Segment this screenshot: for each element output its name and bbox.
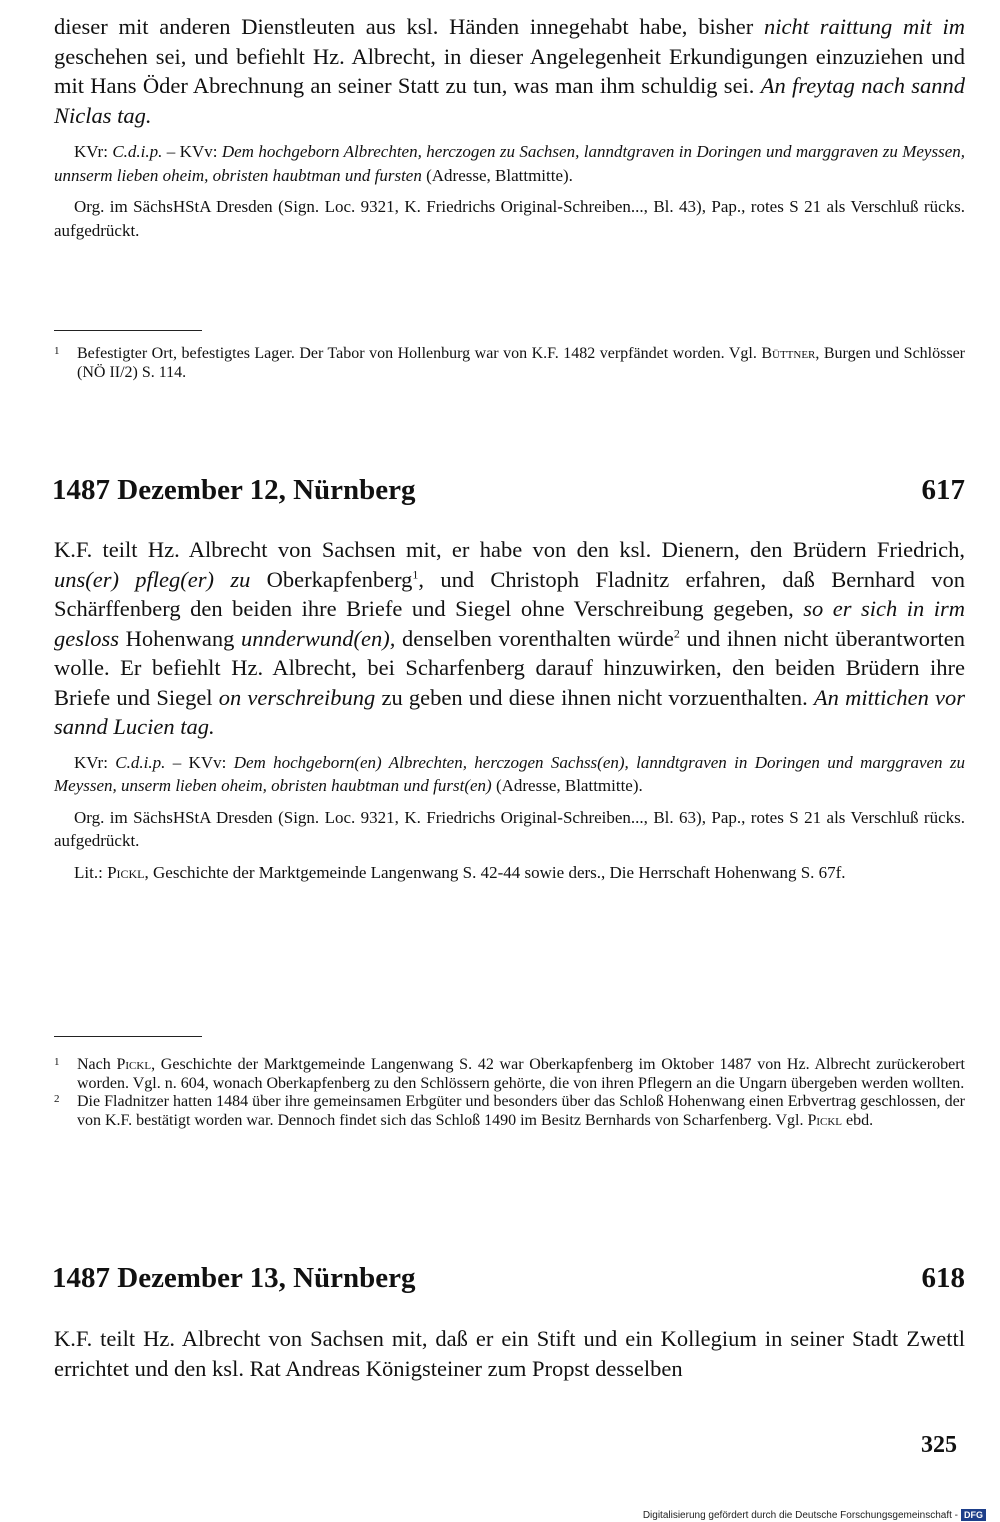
footnote (54, 1056, 965, 1093)
entry-618-body (54, 1324, 965, 1383)
continuation-block (54, 12, 965, 242)
text: ebd. (842, 1111, 874, 1129)
text: , und Christoph Fladnitz erfahren, daß Bernhard von Schärffenberg den beiden ihre Briefe und Siegel ohne Verschreibung gegeben, (54, 566, 965, 621)
author-name: Pickl (807, 1111, 843, 1129)
text: Hohenwang (119, 625, 241, 651)
footnote (54, 345, 965, 382)
entry-heading (52, 474, 965, 507)
entry-heading (52, 1262, 965, 1295)
entry-date: 1487 Dezember 12, Nürnberg (52, 474, 416, 506)
org-note: Org. im SächsHStA Dresden (Sign. Loc. 9321, K. Friedrichs Original-Schreiben..., Bl. 63), Pap., rotes S 21 als Verschluß rücks. aufgedrückt. (54, 807, 965, 850)
text: , Geschichte der Marktgemeinde Langenwang S. 42 war Oberkapfenberg im Oktober 1487 von Hz. Albrecht zurückerobert worden. Vgl. n. 604, wonach Oberkapfenberg zu den Schlössern gehörte, die von ihren Pflegern an die Ungarn übergeben werden wollten. (77, 1056, 965, 1092)
author-name: Büttner (761, 345, 816, 362)
footnote-number: 2 (54, 1093, 60, 1105)
footnotes (54, 345, 965, 382)
entry-617-body (54, 535, 965, 884)
entry-number: 617 (921, 474, 965, 506)
quote: on verschreibung (218, 684, 376, 710)
text: Lit.: (74, 862, 108, 882)
text: – KVv: (165, 752, 234, 772)
text: Befestigter Ort, befestigtes Lager. Der Tabor von Hollenburg war von K.F. 1482 verpfändet worden. Vgl. (77, 345, 762, 362)
quote: unnderwund(en), (240, 625, 396, 651)
footnote-ref[interactable]: 2 (673, 626, 680, 640)
author-name: Pickl (107, 862, 145, 882)
text: geschehen sei, und befiehlt Hz. Albrecht, in dieser Angelegenheit Erkundigungen einzuziehen und mit Hans Öder Abrechnung an seiner Statt zu tun, was man ihm schuldig sei. (54, 43, 965, 98)
entry-number: 618 (921, 1262, 965, 1294)
text: Oberkapfenberg (250, 566, 413, 592)
quote: Dem hochgeborn(en) Albrechten, herczogen Sachss(en), lanndtgraven in Doringen und marggraven zu Meyssen, unserm lieben oheim, obristen haubtman und furst(en) (54, 752, 966, 795)
literature-note (54, 861, 965, 885)
funding-footer (643, 1509, 986, 1521)
text: Die Fladnitzer hatten 1484 über ihre gemeinsamen Erbgüter und besonders über das Schloß Hohenwang einen Erbvertrag geschlossen, der von K.F. bestätigt worden war. Dennoch findet sich das Schloß 1490 im Besitz Bernhards von Scharfenberg. Vgl. (77, 1093, 965, 1129)
kv-note (54, 751, 965, 798)
continuation-paragraph (54, 12, 965, 130)
quote: nicht raittung mit im (763, 14, 965, 39)
text: Nach (77, 1056, 117, 1073)
footnotes (54, 1056, 965, 1130)
regest-paragraph (54, 535, 965, 742)
quote: uns(er) pfleg(er) zu (54, 566, 251, 592)
footnote-ref[interactable]: 1 (412, 567, 419, 581)
text: – KVv: (162, 142, 222, 161)
text: zu geben und diese ihnen nicht vorzuenthalten. (375, 684, 814, 710)
org-note: Org. im SächsHStA Dresden (Sign. Loc. 9321, K. Friedrichs Original-Schreiben..., Bl. 43), Pap., rotes S 21 als Verschluß rücks. aufgedrückt. (54, 197, 965, 240)
quote: C.d.i.p. (112, 142, 163, 161)
author-name: Pickl (116, 1056, 152, 1073)
page-number: 325 (921, 1432, 957, 1458)
footnote (54, 1093, 965, 1130)
footnote-number: 1 (54, 345, 60, 357)
dfg-logo: DFG (961, 1509, 986, 1521)
text: dieser mit anderen Dienstleuten aus ksl. Händen innegehabt habe, bisher (54, 14, 764, 39)
quote: so er sich in irm gesloss (54, 596, 965, 651)
dating-clause: An freytag nach sannd Niclas tag. (54, 73, 965, 128)
footnote-divider (54, 330, 202, 331)
kv-note (54, 140, 965, 187)
text: denselben vorenthalten würde (395, 625, 674, 651)
footnote-number: 1 (54, 1056, 60, 1068)
text: K.F. teilt Hz. Albrecht von Sachsen mit, er habe von den ksl. Dienern, den Brüdern Friedrich, (54, 537, 965, 562)
text: (Adresse, Blattmitte). (491, 776, 643, 795)
dating-clause: An mittichen vor sannd Lucien tag. (54, 684, 965, 739)
funding-text: Digitalisierung gefördert durch die Deutsche Forschungsgemeinschaft - (642, 1509, 958, 1521)
text: (Adresse, Blattmitte). (421, 165, 573, 185)
text: und ihnen nicht überantworten wolle. Er befiehlt Hz. Albrecht, bei Scharfenberg darauf hinzuwirken, den beiden Brüdern ihre Briefe und Siegel (54, 625, 965, 710)
footnote-divider (54, 1036, 202, 1037)
text: KVr: (74, 142, 113, 161)
quote: C.d.i.p. (115, 752, 166, 772)
text: KVr: (74, 752, 116, 772)
quote: Dem hochgeborn Albrechten, herczogen zu Sachsen, lanndtgraven in Doringen und marggraven zu Meyssen, unnserm lieben oheim, obristen haubtman und fursten (54, 142, 965, 185)
regest-paragraph: K.F. teilt Hz. Albrecht von Sachsen mit, daß er ein Stift und ein Kollegium in seiner Stadt Zwettl errichtet und den ksl. Rat Andreas Königsteiner zum Propst desselben (54, 1326, 965, 1381)
text: , Geschichte der Marktgemeinde Langenwang S. 42-44 sowie ders., Die Herrschaft Hohenwang S. 67f. (144, 862, 846, 882)
text: , Burgen und Schlösser (NÖ II/2) S. 114. (77, 345, 965, 381)
entry-date: 1487 Dezember 13, Nürnberg (52, 1262, 416, 1294)
